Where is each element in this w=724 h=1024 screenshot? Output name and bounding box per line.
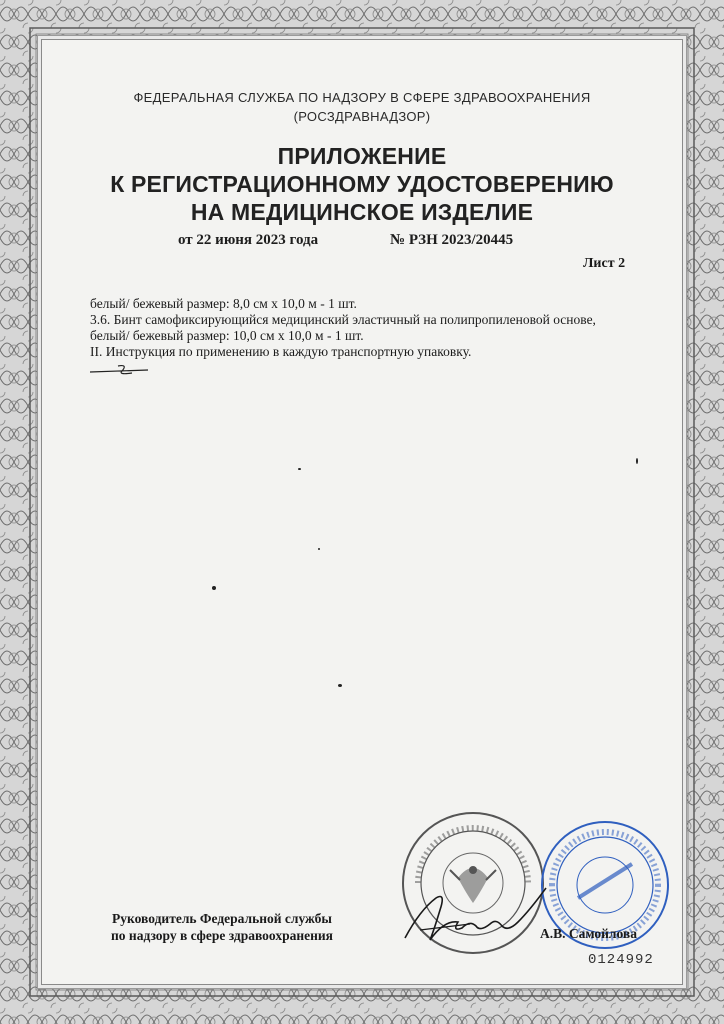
- signatory-name: А.В. Самойлова: [540, 926, 637, 941]
- authority-abbrev: (РОСЗДРАВНАДЗОР): [293, 109, 431, 124]
- registration-number: № РЗН 2023/20445: [390, 232, 514, 248]
- body-line: II. Инструкция по применению в каждую транспортную упаковку.: [90, 344, 472, 359]
- scan-speck: [212, 586, 216, 590]
- scan-speck: [636, 458, 638, 464]
- issuing-authority: [60, 88, 664, 126]
- scan-speck: [298, 468, 301, 470]
- signature-icon: [400, 880, 550, 950]
- title-line-1: ПРИЛОЖЕНИЕ: [277, 143, 447, 169]
- body-text: [90, 296, 650, 360]
- scan-speck: [318, 548, 320, 550]
- scan-speck: [338, 684, 342, 687]
- z-mark: [88, 362, 168, 378]
- authority-name: ФЕДЕРАЛЬНАЯ СЛУЖБА ПО НАДЗОРУ В СФЕРЕ ЗДРАВООХРАНЕНИЯ: [133, 90, 591, 105]
- position-line-1: Руководитель Федеральной службы: [112, 911, 332, 926]
- body-line: 3.6. Бинт самофиксирующийся медицинский эластичный на полипропиленовой основе,: [90, 312, 596, 327]
- position-line-2: по надзору в сфере здравоохранения: [111, 928, 333, 943]
- serial-number: 0124992: [588, 952, 654, 968]
- document-title: [60, 142, 664, 226]
- body-line: белый/ бежевый размер: 10,0 см х 10,0 м - 1 шт.: [90, 328, 364, 343]
- title-line-2: К РЕГИСТРАЦИОННОМУ УДОСТОВЕРЕНИЮ: [110, 171, 614, 197]
- signatory-position: [92, 910, 352, 944]
- issue-date: от 22 июня 2023 года: [178, 232, 319, 248]
- sheet-number: Лист 2: [583, 256, 626, 271]
- body-line: белый/ бежевый размер: 8,0 см х 10,0 м - 1 шт.: [90, 296, 357, 311]
- title-line-3: НА МЕДИЦИНСКОЕ ИЗДЕЛИЕ: [190, 199, 534, 225]
